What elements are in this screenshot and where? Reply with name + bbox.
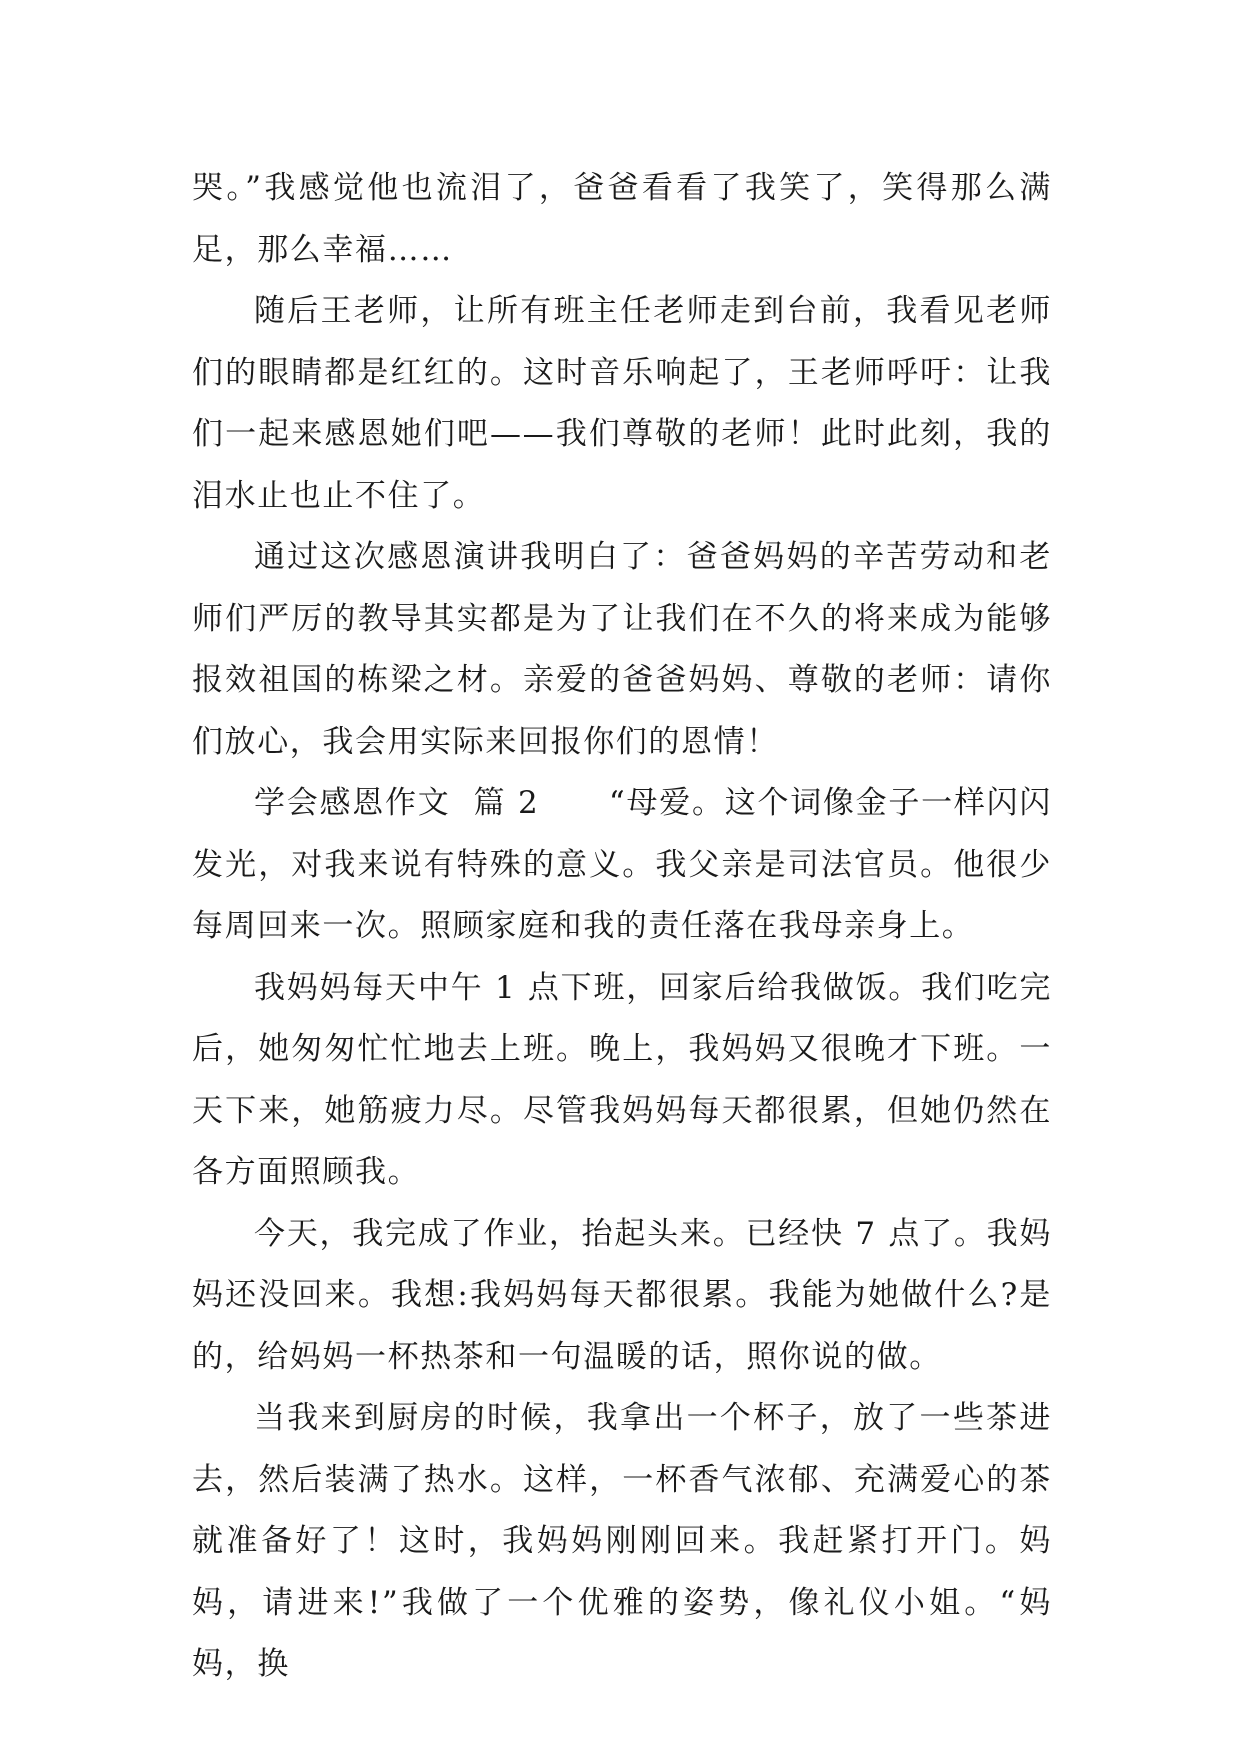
- document-body: [192, 158, 1052, 1696]
- paragraph: 哭。”我感觉他也流泪了，爸爸看看了我笑了，笑得那么满足，那么幸福……: [192, 170, 1052, 268]
- paragraph: 今天，我完成了作业，抬起头来。已经快 7 点了。我妈妈还没回来。我想:我妈妈每天都很累。我能为她做什么?是的，给妈妈一杯热茶和一句温暖的话，照你说的做。: [192, 1215, 1052, 1375]
- section-heading: 学会感恩作文 篇 2: [254, 785, 540, 821]
- paragraph: 通过这次感恩演讲我明白了：爸爸妈妈的辛苦劳动和老师们严厉的教导其实都是为了让我们在不久的将来成为能够报效祖国的栋梁之材。亲爱的爸爸妈妈、尊敬的老师：请你们放心，我会用实际来回报你们的恩情！: [192, 539, 1052, 760]
- paragraph: 当我来到厨房的时候，我拿出一个杯子，放了一些茶进去，然后装满了热水。这样，一杯香气浓郁、充满爱心的茶就准备好了！这时，我妈妈刚刚回来。我赶紧打开门。妈妈，请进来!”我做了一个优雅的姿势，像礼仪小姐。“妈妈，换: [192, 1400, 1052, 1682]
- paragraph: 随后王老师，让所有班主任老师走到台前，我看见老师们的眼睛都是红红的。这时音乐响起了，王老师呼吁：让我们一起来感恩她们吧——我们尊敬的老师！此时此刻，我的泪水止也止不住了。: [192, 293, 1052, 514]
- paragraph: 我妈妈每天中午 1 点下班，回家后给我做饭。我们吃完后，她匆匆忙忙地去上班。晚上，我妈妈又很晚才下班。一天下来，她筋疲力尽。尽管我妈妈每天都很累，但她仍然在各方面照顾我。: [192, 969, 1052, 1190]
- section-paragraph: [192, 773, 1052, 958]
- paragraph-text: “母爱。这个词像金子一样闪闪发光，对我来说有特殊的意义。我父亲是司法官员。他很少每周回来一次。照顾家庭和我的责任落在我母亲身上。: [192, 785, 1052, 944]
- heading-gap: [539, 785, 609, 821]
